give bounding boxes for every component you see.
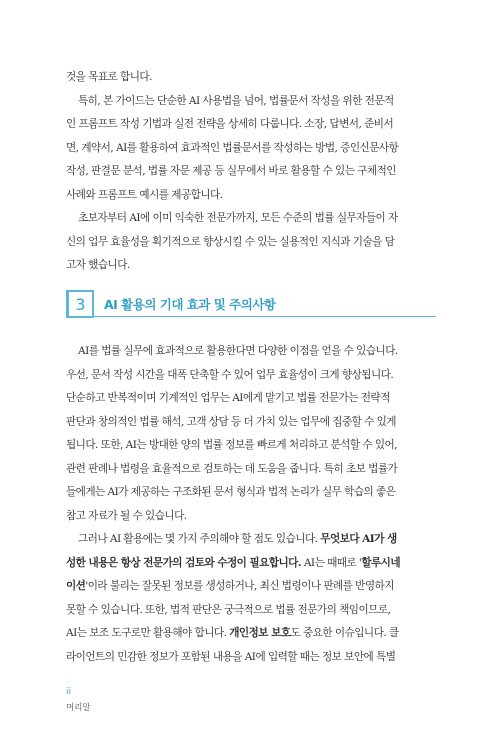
text-run: AI는 때때로 ' [301, 556, 362, 569]
paragraph-benefits [66, 340, 436, 528]
text-line: 못할 수 있습니다. 또한, 법적 판단은 궁극적으로 법률 전문가의 책임이므로, [66, 603, 391, 616]
emphasis-text: 성한 내용은 항상 전문가의 검토와 수정이 필요합니다. [66, 556, 302, 569]
text-line [66, 622, 436, 646]
text-line: 특히, 본 가이드는 단순한 AI 사용법을 넘어, 법률문서 작성을 위한 전문적 [78, 94, 394, 107]
emphasis-text: 무엇보다 AI가 생 [320, 533, 397, 545]
text-line: 인 프롬프트 작성 기법과 실전 전략을 상세히 다룹니다. 소장, 답변서, 준비서 [66, 118, 394, 130]
text-line: 작성, 판결문 분석, 법률 자문 제공 등 실무에서 바로 활용할 수 있는 구체적인 [66, 165, 396, 177]
section-title: AI 활용의 기대 효과 및 주의사항 [104, 297, 276, 312]
page-number: ii [66, 687, 72, 697]
text-line: 단순하고 반복적이며 기계적인 업무는 AI에게 맡기고 법률 전문가는 전략적 [66, 392, 390, 404]
emphasis-text: 이션 [66, 580, 86, 592]
text-line: 라이언트의 민감한 정보가 포함된 내용을 AI에 입력할 때는 정보 보안에 특별 [66, 650, 396, 663]
text-line: 사례와 프롬프트 예시를 제공합니다. [66, 188, 223, 201]
text-line [66, 528, 436, 552]
text-line: 판단과 창의적인 법률 해석, 고객 상담 등 더 가치 있는 업무에 집중할 수 있게 [66, 415, 396, 428]
paragraph-audience [66, 207, 436, 278]
section-heading [66, 290, 436, 320]
text-run: AI는 보조 도구로만 활용해야 합니다. [66, 627, 230, 639]
text-line: AI를 법률 실무에 효과적으로 활용한다면 다양한 이점을 얻을 수 있습니다. [78, 345, 398, 357]
section-number-box [66, 290, 94, 318]
section-number: 3 [75, 294, 86, 314]
section-underline [94, 316, 436, 317]
text-line: 관련 판례나 법령을 효율적으로 검토하는 데 도움을 줍니다. 특히 초보 법률가 [66, 462, 398, 475]
text-line: 것을 목표로 합니다. [66, 71, 152, 83]
text-line [66, 575, 436, 599]
text-run: 그러나 AI 활용에는 몇 가지 주의해야 할 점도 있습니다. [78, 533, 321, 545]
emphasis-text: 개인정보 보호 [229, 627, 291, 639]
text-line: 우선, 문서 작성 시간을 대폭 단축할 수 있어 업무 효율성이 크게 향상됩니다. [66, 368, 394, 381]
text-line [66, 552, 436, 576]
running-footer-label: 머리말 [66, 703, 91, 713]
emphasis-text: 할루시네 [361, 556, 401, 569]
intro-paragraph [66, 66, 436, 90]
text-line: 됩니다. 또한, AI는 방대한 양의 법률 정보를 빠르게 처리하고 분석할 수 있어, [66, 439, 398, 451]
text-line: 들에게는 AI가 제공하는 구조화된 문서 형식과 법적 논리가 실무 학습의 좋은 [66, 486, 396, 498]
paragraph-cautions [66, 528, 436, 669]
text-line: 면, 계약서, AI를 활용하여 효과적인 법률문서를 작성하는 방법, 증인신문사항 [66, 141, 399, 154]
text-run: '이라 불리는 잘못된 정보를 생성하거나, 최신 법령이나 판례를 반영하지 [85, 580, 394, 592]
paragraph-guide-scope [66, 90, 436, 208]
text-line: 초보자부터 AI에 이미 익숙한 전문가까지, 모든 수준의 법률 실무자들이 자 [78, 212, 398, 224]
text-line: 고자 했습니다. [66, 259, 130, 271]
text-line: 참고 자료가 될 수 있습니다. [66, 509, 187, 522]
text-line: 신의 업무 효율성을 획기적으로 향상시킬 수 있는 실용적인 지식과 기술을 담 [66, 235, 395, 248]
text-run: 도 중요한 이슈입니다. 클 [290, 627, 399, 639]
